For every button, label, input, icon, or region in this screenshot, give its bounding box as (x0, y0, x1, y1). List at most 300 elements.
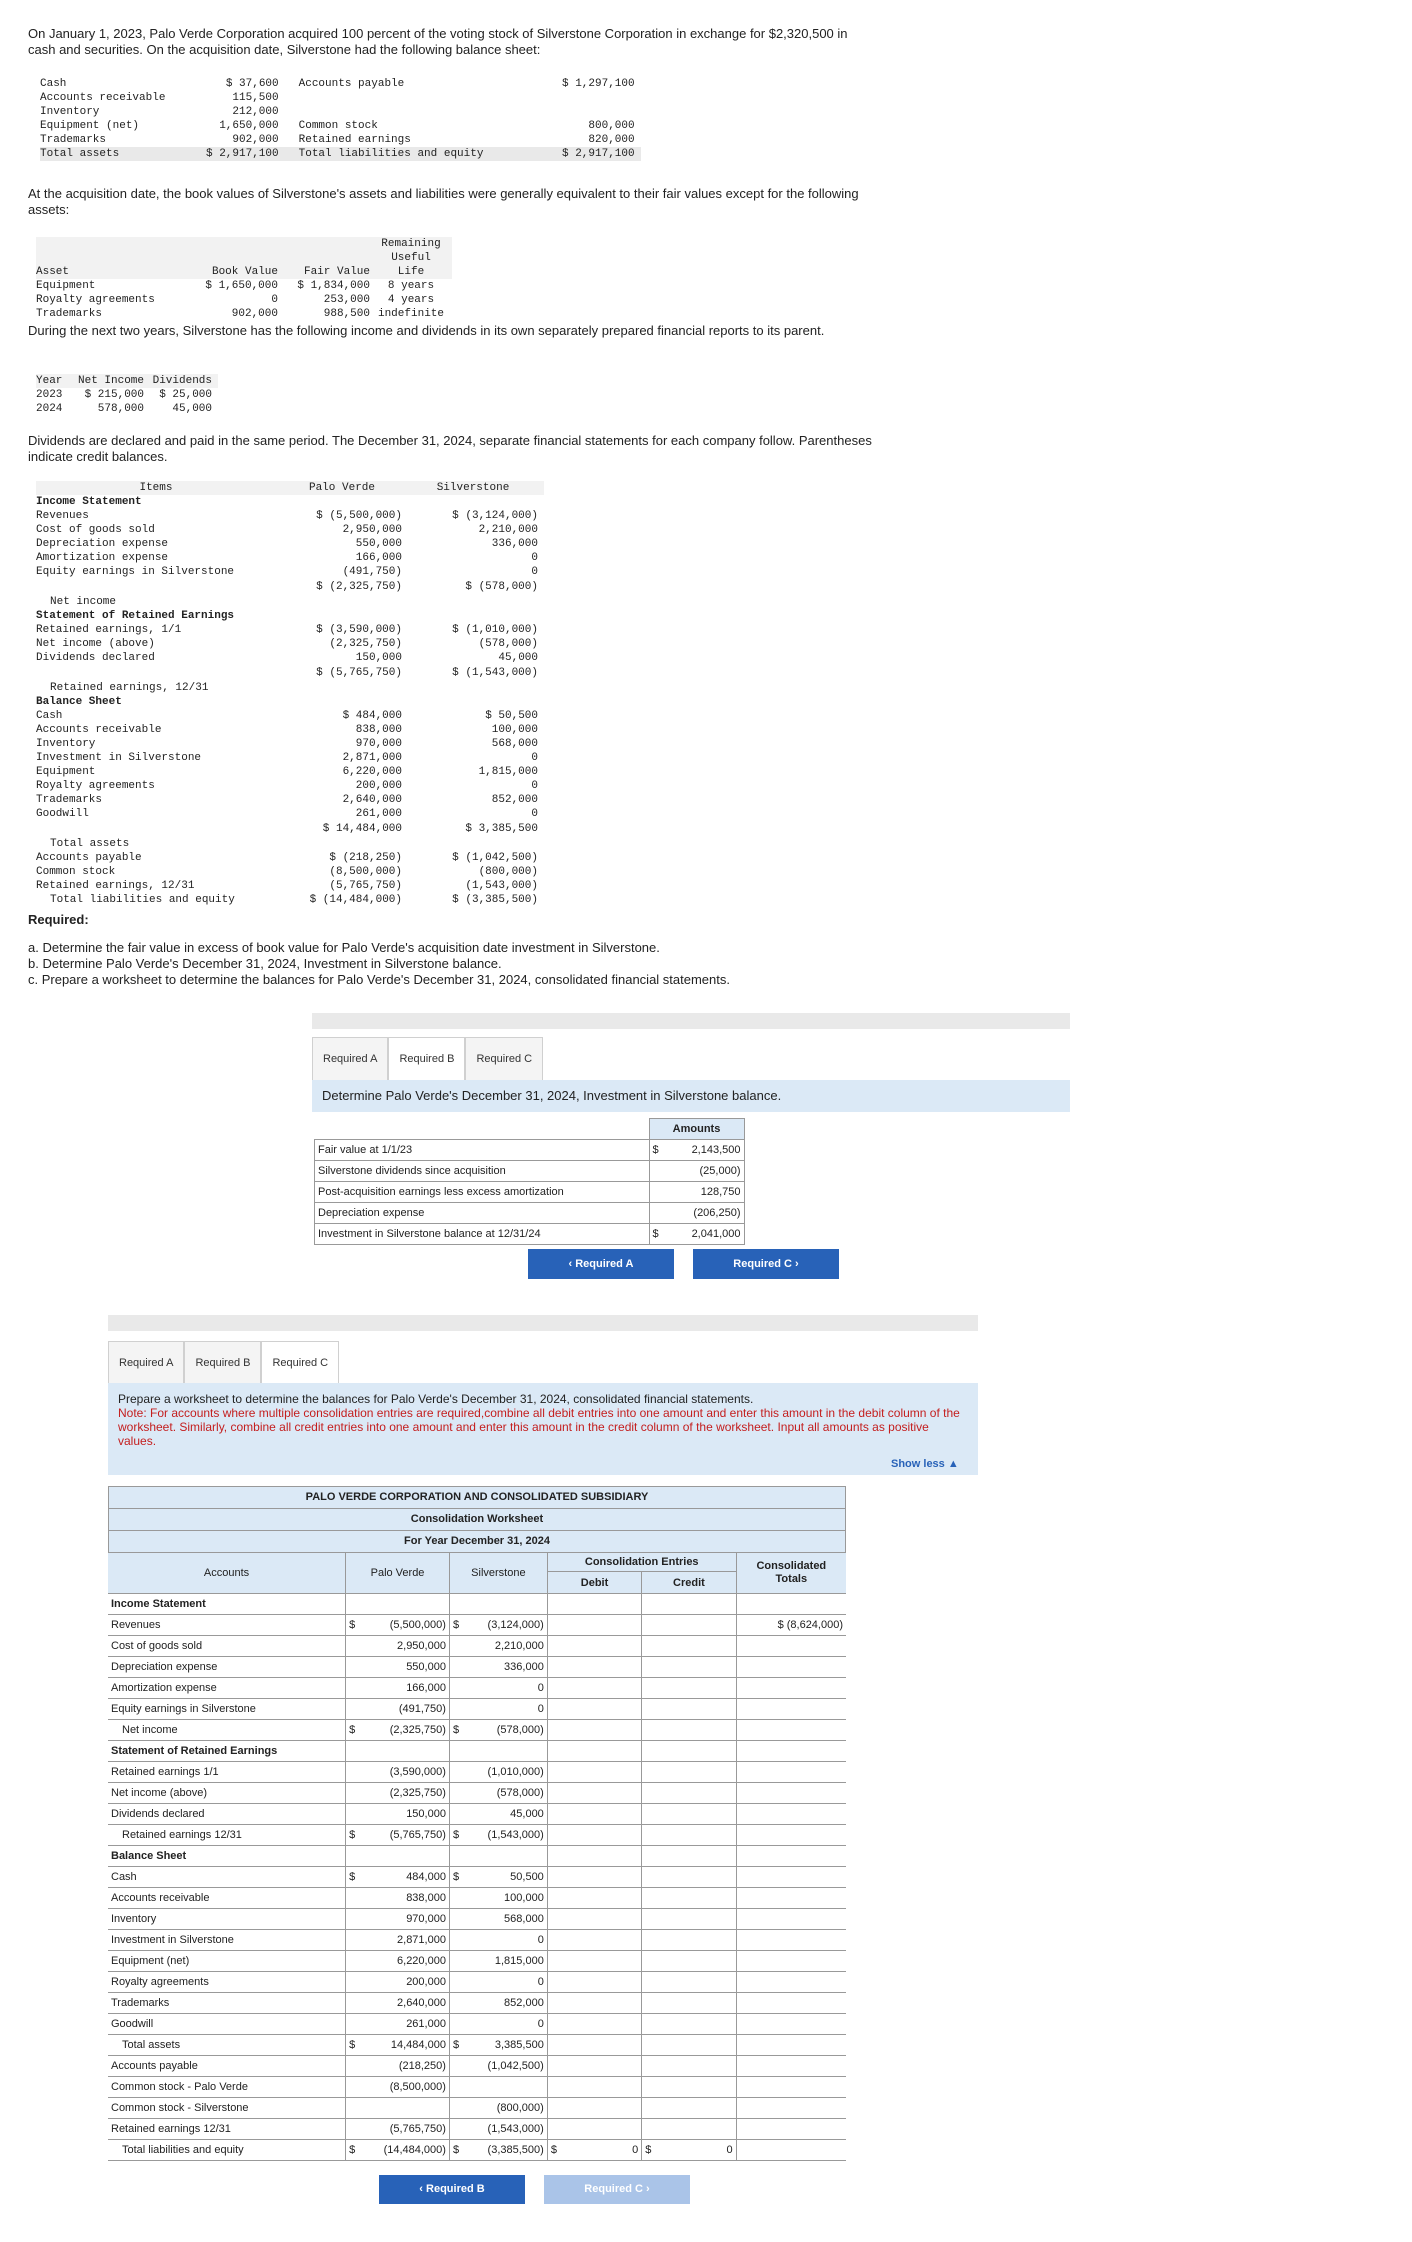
investment-balance-amount[interactable]: (25,000) (670, 1161, 745, 1182)
worksheet-pv-currency (346, 2098, 362, 2119)
worksheet-credit-input[interactable] (654, 1699, 736, 1720)
worksheet-row (108, 1930, 846, 1951)
worksheet-ss-amount: (1,543,000) (463, 1825, 547, 1846)
worksheet-row (108, 2035, 846, 2056)
worksheet-credit-input[interactable] (654, 2098, 736, 2119)
worksheet-consolidated-input[interactable] (736, 1783, 846, 1804)
worksheet-ss-amount: (578,000) (463, 1720, 547, 1741)
panel-c-tabs (108, 1341, 339, 1385)
worksheet-account-label: Total assets (108, 2035, 346, 2056)
statements-pv: 970,000 (355, 738, 402, 750)
worksheet-credit-currency: $ (642, 2140, 655, 2161)
worksheet-pv-amount: (3,590,000) (362, 1762, 450, 1783)
worksheet-account-label: Common stock - Silverstone (108, 2098, 346, 2119)
worksheet-debit-input[interactable] (560, 1867, 642, 1888)
statements-row (36, 681, 544, 695)
panel-c-note: Note: For accounts where multiple consolidation entries are required,combine all debit entries into one amount and enter this amount in the debit column of the worksheet. Similarly, combine all credit entries into one amount and enter this amount in the credit column of the worksheet. Input all amounts as positive values. (118, 1406, 960, 1448)
bs-asset-label: Trademarks (40, 134, 107, 146)
statements-row (36, 565, 544, 579)
worksheet-row (108, 1594, 846, 1615)
statements-ss: 568,000 (491, 738, 538, 750)
worksheet-ss-currency (449, 2098, 463, 2119)
worksheet-row (108, 1867, 846, 1888)
worksheet-debit-currency (547, 2014, 560, 2035)
statements-ss: (1,543,000) (465, 880, 538, 892)
tab-required-a[interactable]: Required A (108, 1341, 184, 1385)
statements-pv: $ (5,500,000) (316, 510, 402, 522)
bs-asset-value: $ 37,600 (225, 78, 279, 90)
investment-balance-amount[interactable]: 128,750 (670, 1182, 745, 1203)
statements-label: Revenues (36, 510, 89, 522)
worksheet-pv-amount (362, 1846, 450, 1867)
statements-label: Equity earnings in Silverstone (36, 566, 235, 578)
worksheet-pv-currency (346, 1804, 362, 1825)
required-b-prev-button[interactable]: ‹ Required B (379, 2175, 525, 2204)
worksheet-ss-amount: 0 (463, 1699, 547, 1720)
worksheet-pv-currency (346, 2077, 362, 2098)
statements-ss: $ (1,042,500) (452, 852, 538, 864)
worksheet-ss-currency (449, 1930, 463, 1951)
worksheet-account-label: Net income (above) (108, 1783, 346, 1804)
worksheet-consolidated-input[interactable] (736, 1804, 846, 1825)
worksheet-debit-currency (547, 1972, 560, 1993)
worksheet-credit-input[interactable] (654, 1930, 736, 1951)
investment-balance-label[interactable]: Silverstone dividends since acquisition (315, 1161, 650, 1182)
worksheet-debit-currency (547, 1678, 560, 1699)
statements-pv: $ (14,484,000) (309, 894, 402, 906)
worksheet-consolidated-input[interactable] (736, 1720, 846, 1741)
bs-asset-label: Inventory (40, 106, 100, 118)
worksheet-pv-amount (362, 2098, 450, 2119)
worksheet-account-label: Accounts receivable (108, 1888, 346, 1909)
worksheet-pv-currency: $ (346, 2035, 362, 2056)
worksheet-debit-input[interactable] (560, 2077, 642, 2098)
worksheet-consolidated-input[interactable] (736, 1951, 846, 1972)
worksheet-row (108, 1699, 846, 1720)
statements-pv: $ (218,250) (329, 852, 402, 864)
worksheet-pv-amount: (2,325,750) (362, 1783, 450, 1804)
worksheet-debit-input (560, 1594, 642, 1615)
statements-pv: (491,750) (342, 566, 402, 578)
worksheet-credit-input[interactable] (654, 1888, 736, 1909)
worksheet-ss-amount (463, 1846, 547, 1867)
worksheet-consolidated-input[interactable] (736, 1657, 846, 1678)
worksheet-pv-amount: 200,000 (362, 1972, 450, 1993)
required-c-next-button[interactable]: Required C › (693, 1249, 839, 1279)
worksheet-account-label: Total liabilities and equity (108, 2140, 346, 2161)
statements-pv: 150,000 (355, 652, 402, 664)
col-debit: Debit (547, 1572, 641, 1594)
worksheet-consolidated-input[interactable] (736, 2098, 846, 2119)
statements-label: Cash (36, 710, 63, 722)
income-cell: 2023 (36, 389, 63, 401)
worksheet-credit-input[interactable] (654, 2056, 736, 2077)
worksheet-row (108, 2056, 846, 2077)
worksheet-row (108, 1762, 846, 1783)
worksheet-pv-currency (346, 2056, 362, 2077)
worksheet-credit-input[interactable] (654, 1678, 736, 1699)
worksheet-debit-currency (547, 1762, 560, 1783)
statements-ss: (800,000) (478, 866, 538, 878)
worksheet-credit-currency (642, 1762, 655, 1783)
worksheet-credit-input[interactable] (654, 1720, 736, 1741)
col-palo-verde: Palo Verde (346, 1553, 450, 1594)
intro-paragraph-4: Dividends are declared and paid in the same period. The December 31, 2024, separate financial statements for each company follow. Parentheses indicate credit balances. (28, 433, 872, 464)
worksheet-ss-amount (463, 1741, 547, 1762)
fv-cell: 0 (271, 294, 278, 306)
worksheet-debit-input[interactable] (560, 1825, 642, 1846)
income-cell: $ 215,000 (84, 389, 145, 401)
worksheet-debit-currency (547, 1615, 560, 1636)
worksheet-debit-input[interactable] (560, 1720, 642, 1741)
worksheet-consolidated-input[interactable] (736, 1699, 846, 1720)
worksheet-consolidated-input (736, 1846, 846, 1867)
statements-label: Total liabilities and equity (50, 894, 235, 906)
panel-b-instruction: Determine Palo Verde's December 31, 2024, Investment in Silverstone balance. (322, 1088, 782, 1103)
worksheet-debit-input[interactable] (560, 2119, 642, 2140)
worksheet-consolidated-input[interactable] (736, 1930, 846, 1951)
worksheet-credit-input[interactable] (654, 1867, 736, 1888)
worksheet-row (108, 2140, 846, 2161)
investment-balance-label[interactable]: Fair value at 1/1/23 (315, 1140, 650, 1161)
worksheet-pv-currency: $ (346, 1615, 362, 1636)
worksheet-debit-input[interactable] (560, 2035, 642, 2056)
worksheet-pv-amount: (5,765,750) (362, 1825, 450, 1846)
worksheet-account-label: Inventory (108, 1909, 346, 1930)
worksheet-consolidated-input[interactable] (736, 1762, 846, 1783)
statements-pv: 261,000 (355, 808, 402, 820)
worksheet-pv-amount: (5,765,750) (362, 2119, 450, 2140)
bs-asset-value: $ 2,917,100 (206, 148, 279, 160)
worksheet-credit-input[interactable] (654, 1636, 736, 1657)
statements-pv (282, 595, 408, 609)
income-row (36, 402, 218, 416)
statements-ss (408, 595, 544, 609)
worksheet-consolidated-input[interactable] (736, 2014, 846, 2035)
worksheet-ss-amount: 568,000 (463, 1909, 547, 1930)
statements-label: Total assets (50, 838, 130, 850)
worksheet-ss-amount: 3,385,500 (463, 2035, 547, 2056)
worksheet-credit-input[interactable] (654, 1615, 736, 1636)
worksheet-account-label: Equipment (net) (108, 1951, 346, 1972)
worksheet-credit-input[interactable] (654, 1762, 736, 1783)
statements-ss: 0 (531, 780, 538, 792)
worksheet-debit-currency (547, 2119, 560, 2140)
worksheet-ss-amount: (1,543,000) (463, 2119, 547, 2140)
col-credit: Credit (642, 1572, 736, 1594)
statements-header-items: Items (139, 482, 173, 494)
worksheet-consolidated-input[interactable] (736, 2077, 846, 2098)
worksheet-ss-amount: 852,000 (463, 1993, 547, 2014)
worksheet-title-period: For Year December 31, 2024 (404, 1535, 550, 1547)
worksheet-account-label: Retained earnings 12/31 (108, 1825, 346, 1846)
panel-b-instruction-bar (312, 1080, 1070, 1112)
statements-row (36, 821, 544, 837)
worksheet-consolidated-input[interactable] (736, 1909, 846, 1930)
worksheet-debit-input[interactable] (560, 1699, 642, 1720)
worksheet-debit-input[interactable] (560, 2014, 642, 2035)
worksheet-debit-input[interactable] (560, 1615, 642, 1636)
statements-row (36, 595, 544, 609)
worksheet-credit-input[interactable] (654, 2119, 736, 2140)
statements-row (36, 609, 544, 623)
worksheet-consolidated-input[interactable] (736, 2035, 846, 2056)
worksheet-pv-amount: (8,500,000) (362, 2077, 450, 2098)
worksheet-debit-input[interactable] (560, 1888, 642, 1909)
worksheet-credit-input[interactable] (654, 1909, 736, 1930)
worksheet-credit-input[interactable] (654, 1972, 736, 1993)
worksheet-debit-input[interactable] (560, 1930, 642, 1951)
worksheet-title-name: Consolidation Worksheet (109, 1509, 845, 1531)
worksheet-credit-input[interactable] (654, 1783, 736, 1804)
worksheet-account-label: Royalty agreements (108, 1972, 346, 1993)
worksheet-consolidated-input[interactable] (736, 1972, 846, 1993)
investment-balance-table (314, 1118, 745, 1245)
worksheet-ss-amount: (1,042,500) (463, 2056, 547, 2077)
worksheet-debit-currency (547, 1636, 560, 1657)
worksheet-consolidated-input[interactable] (736, 1888, 846, 1909)
balance-sheet-row (40, 77, 641, 91)
worksheet-debit-input[interactable] (560, 1636, 642, 1657)
statements-label (36, 821, 282, 837)
worksheet-pv-currency (346, 2014, 362, 2035)
worksheet-account-label: Retained earnings 1/1 (108, 1762, 346, 1783)
worksheet-credit-currency (642, 2035, 655, 2056)
show-less-link[interactable]: Show less ▲ (891, 1458, 959, 1470)
amounts-header-blank (315, 1119, 650, 1140)
worksheet-ss-currency (449, 2056, 463, 2077)
income-dividends-table (36, 374, 218, 416)
statements-header-row (36, 481, 544, 495)
statements-pv: 2,871,000 (342, 752, 402, 764)
statements-label: Statement of Retained Earnings (36, 610, 235, 622)
worksheet-debit-input[interactable]: 0 (560, 2140, 642, 2161)
worksheet-ss-amount: 336,000 (463, 1657, 547, 1678)
required-a-text: a. Determine the fair value in excess of book value for Palo Verde's acquisition date investment in Silverstone. (28, 940, 660, 955)
statements-ss: 2,210,000 (478, 524, 538, 536)
worksheet-ss-currency (449, 1657, 463, 1678)
worksheet-debit-currency (547, 1909, 560, 1930)
worksheet-consolidated-input[interactable]: $ (8,624,000) (736, 1615, 846, 1636)
worksheet-credit-currency (642, 1909, 655, 1930)
worksheet-account-label: Cost of goods sold (108, 1636, 346, 1657)
investment-balance-amount[interactable]: 2,041,000 (670, 1224, 745, 1245)
worksheet-debit-input[interactable] (560, 1909, 642, 1930)
worksheet-debit-currency (547, 1783, 560, 1804)
income-cell: 2024 (36, 403, 63, 415)
worksheet-debit-input[interactable] (560, 1762, 642, 1783)
worksheet-pv-amount: (2,325,750) (362, 1720, 450, 1741)
worksheet-ss-currency (449, 1804, 463, 1825)
worksheet-credit-currency (642, 1846, 655, 1867)
statements-pv: 2,640,000 (342, 794, 402, 806)
worksheet-credit-input[interactable] (654, 1657, 736, 1678)
fv-cell: Royalty agreements (36, 294, 155, 306)
required-c-next-button-disabled: Required C › (544, 2175, 690, 2204)
worksheet-consolidated-input[interactable] (736, 1636, 846, 1657)
statements-row (36, 509, 544, 523)
worksheet-debit-currency (547, 1699, 560, 1720)
worksheet-ss-currency: $ (449, 1720, 463, 1741)
income-cell: 45,000 (172, 403, 213, 415)
worksheet-debit-currency (547, 1741, 560, 1762)
worksheet-ss-amount: (3,124,000) (463, 1615, 547, 1636)
worksheet-credit-currency (642, 1930, 655, 1951)
worksheet-debit-currency (547, 1951, 560, 1972)
worksheet-pv-currency: $ (346, 1867, 362, 1888)
fv-cell: 8 years (387, 280, 435, 292)
tab-required-c[interactable]: Required C (465, 1037, 543, 1081)
statements-pv (282, 495, 408, 509)
statements-label (36, 579, 282, 595)
statements-ss: 0 (531, 566, 538, 578)
worksheet-ss-currency (449, 1888, 463, 1909)
worksheet-debit-input[interactable] (560, 2056, 642, 2077)
worksheet-credit-input (654, 1594, 736, 1615)
statements-pv: (5,765,750) (329, 880, 402, 892)
worksheet-credit-input[interactable] (654, 2014, 736, 2035)
worksheet-debit-currency (547, 1930, 560, 1951)
investment-balance-row (315, 1203, 745, 1224)
worksheet-credit-input[interactable] (654, 1993, 736, 2014)
worksheet-pv-currency (346, 1846, 362, 1867)
investment-balance-currency (649, 1203, 670, 1224)
worksheet-credit-input[interactable] (654, 1825, 736, 1846)
worksheet-credit-currency (642, 2098, 655, 2119)
income-row (36, 388, 218, 402)
worksheet-ss-amount: (800,000) (463, 2098, 547, 2119)
statements-pv (282, 681, 408, 695)
statements-ss (408, 837, 544, 851)
statements-label: Cost of goods sold (36, 524, 155, 536)
investment-balance-label[interactable]: Investment in Silverstone balance at 12/31/24 (315, 1224, 650, 1245)
statements-pv: $ 14,484,000 (322, 823, 402, 835)
statements-row (36, 807, 544, 821)
worksheet-row (108, 1804, 846, 1825)
investment-balance-label[interactable]: Post-acquisition earnings less excess amortization (315, 1182, 650, 1203)
statements-ss: 45,000 (498, 652, 538, 664)
investment-balance-amount[interactable]: 2,143,500 (670, 1140, 745, 1161)
worksheet-debit-input[interactable] (560, 1951, 642, 1972)
statements-row (36, 893, 544, 907)
worksheet-row (108, 1657, 846, 1678)
worksheet-ss-currency (449, 2119, 463, 2140)
worksheet-pv-amount (362, 1741, 450, 1762)
worksheet-consolidated-input[interactable] (736, 1825, 846, 1846)
bs-liab-label: Retained earnings (298, 134, 411, 146)
statements-ss: $ (3,124,000) (452, 510, 538, 522)
worksheet-credit-currency (642, 1783, 655, 1804)
bs-liab-value: 800,000 (588, 120, 635, 132)
worksheet-account-label: Amortization expense (108, 1678, 346, 1699)
statements-label: Retained earnings, 1/1 (36, 624, 182, 636)
worksheet-consolidated-input[interactable] (736, 1993, 846, 2014)
statements-row (36, 523, 544, 537)
intro-paragraph-3: During the next two years, Silverstone has the following income and dividends in its own separately prepared financial reports to its parent. (28, 323, 825, 338)
bs-liab-label (285, 91, 555, 105)
investment-balance-amount[interactable]: (206,250) (670, 1203, 745, 1224)
worksheet-credit-input[interactable]: 0 (654, 2140, 736, 2161)
tab-required-c[interactable]: Required C (261, 1341, 339, 1384)
statements-row (36, 579, 544, 595)
statements-row (36, 865, 544, 879)
worksheet-credit-input[interactable] (654, 1804, 736, 1825)
balance-sheet-row (40, 105, 641, 119)
worksheet-ss-amount (463, 2077, 547, 2098)
worksheet-account-label: Goodwill (108, 2014, 346, 2035)
statements-label: Equipment (36, 766, 96, 778)
statements-label: Accounts payable (36, 852, 142, 864)
statements-ss: 336,000 (491, 538, 538, 550)
statements-pv (282, 609, 408, 623)
worksheet-credit-currency (642, 1888, 655, 1909)
bs-asset-label: Cash (40, 78, 67, 90)
worksheet-credit-input[interactable] (654, 2077, 736, 2098)
tab-required-b[interactable]: Required B (388, 1037, 465, 1080)
worksheet-pv-currency (346, 1636, 362, 1657)
statements-ss: $ (3,385,500) (452, 894, 538, 906)
worksheet-debit-currency (547, 2098, 560, 2119)
worksheet-pv-currency: $ (346, 1825, 362, 1846)
worksheet-debit-input[interactable] (560, 1972, 642, 1993)
statements-row (36, 551, 544, 565)
tab-required-b[interactable]: Required B (184, 1341, 261, 1385)
worksheet-row (108, 1951, 846, 1972)
worksheet-pv-amount: 550,000 (362, 1657, 450, 1678)
worksheet-consolidated-input[interactable] (736, 2140, 846, 2161)
bs-liab-label: Common stock (298, 120, 378, 132)
worksheet-credit-input[interactable] (654, 2035, 736, 2056)
worksheet-debit-input[interactable] (560, 1783, 642, 1804)
statements-row (36, 637, 544, 651)
investment-balance-label[interactable]: Depreciation expense (315, 1203, 650, 1224)
tab-required-a[interactable]: Required A (312, 1037, 388, 1081)
worksheet-title-company: PALO VERDE CORPORATION AND CONSOLIDATED SUBSIDIARY (109, 1487, 845, 1509)
worksheet-row (108, 1909, 846, 1930)
worksheet-row (108, 1888, 846, 1909)
worksheet-row (108, 1615, 846, 1636)
separate-statements-table (36, 481, 544, 907)
worksheet-ss-amount: 0 (463, 1930, 547, 1951)
statements-ss: 1,815,000 (478, 766, 538, 778)
fv-cell: 902,000 (231, 308, 278, 320)
worksheet-pv-currency (346, 1972, 362, 1993)
worksheet-debit-input[interactable] (560, 1993, 642, 2014)
worksheet-debit-input[interactable] (560, 1678, 642, 1699)
worksheet-credit-input[interactable] (654, 1951, 736, 1972)
worksheet-account-label: Balance Sheet (108, 1846, 346, 1867)
statements-ss: 852,000 (491, 794, 538, 806)
required-a-prev-button[interactable]: ‹ Required A (528, 1249, 674, 1279)
worksheet-debit-input[interactable] (560, 1804, 642, 1825)
worksheet-consolidated-input[interactable] (736, 1678, 846, 1699)
statements-ss: (578,000) (478, 638, 538, 650)
worksheet-row (108, 1636, 846, 1657)
statements-label: Balance Sheet (36, 696, 122, 708)
bs-asset-label: Total assets (40, 148, 120, 160)
statements-ss (408, 495, 544, 509)
worksheet-ss-currency (449, 2077, 463, 2098)
statements-label: Net income (50, 596, 117, 608)
worksheet-consolidated-input[interactable] (736, 2056, 846, 2077)
worksheet-debit-input[interactable] (560, 2098, 642, 2119)
worksheet-pv-currency (346, 1741, 362, 1762)
income-cell: 578,000 (97, 403, 145, 415)
worksheet-row (108, 1741, 846, 1762)
worksheet-debit-input[interactable] (560, 1657, 642, 1678)
worksheet-consolidated-input[interactable] (736, 1867, 846, 1888)
worksheet-consolidated-input[interactable] (736, 2119, 846, 2140)
